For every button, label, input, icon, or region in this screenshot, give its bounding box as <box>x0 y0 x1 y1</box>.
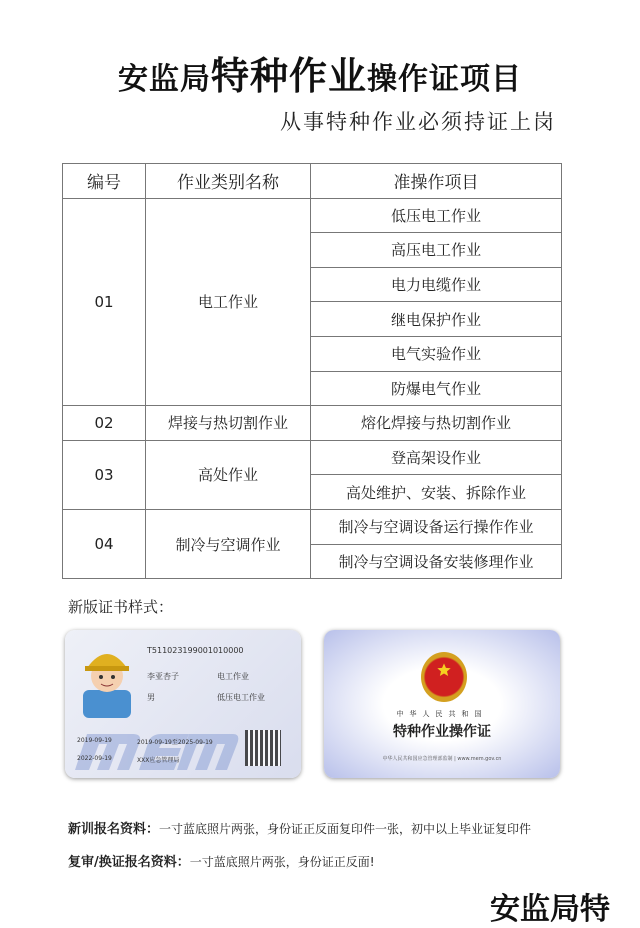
item-cell: 继电保护作业 <box>311 302 562 337</box>
cert-number: T511023199001010000 <box>147 646 244 655</box>
header-category: 作业类别名称 <box>146 164 311 199</box>
note-label: 新训报名资料： <box>68 822 160 837</box>
back-issuer: 中华人民共和国应急管理部监制 | www.mem.gov.cn <box>382 756 502 762</box>
note-label: 复审/换证报名资料： <box>68 855 190 870</box>
item-cell: 高压电工作业 <box>311 233 562 268</box>
category-cell: 制冷与空调作业 <box>146 509 311 578</box>
issuer: XXX应急管理局 <box>137 757 180 764</box>
note-text: 一寸蓝底照片两张，身份证正反面复印件一张，初中以上毕业证复印件 <box>159 822 532 836</box>
number-cell: 04 <box>63 509 146 578</box>
first-issue-date: 2019-09-19 <box>77 737 112 744</box>
holder-item: 低压电工作业 <box>217 693 265 702</box>
operation-items-table <box>62 163 562 579</box>
category-cell: 电工作业 <box>146 198 311 406</box>
number-cell: 01 <box>63 198 146 406</box>
note-text: 一寸蓝底照片两张，身份证正反面! <box>189 855 375 869</box>
item-cell: 制冷与空调设备安装修理作业 <box>311 544 562 579</box>
worker-avatar-icon <box>79 644 135 718</box>
table-row <box>63 440 562 475</box>
holder-name: 李亚杏子 <box>147 672 179 681</box>
review-date: 2022-09-19 <box>77 755 112 762</box>
item-cell: 熔化焊接与热切割作业 <box>311 406 562 441</box>
number-cell: 02 <box>63 406 146 441</box>
certificate-front-image <box>65 630 301 778</box>
holder-category: 电工作业 <box>217 672 249 681</box>
renewal-note <box>68 851 375 870</box>
table-row <box>63 509 562 544</box>
back-title: 特种作业操作证 <box>393 724 491 740</box>
table-row <box>63 198 562 233</box>
title-prefix: 安监局 <box>117 62 211 97</box>
subtitle: 从事特种作业必须持证上岗 <box>280 110 556 134</box>
section-label: 新版证书样式： <box>68 598 174 616</box>
item-cell: 登高架设作业 <box>311 440 562 475</box>
title-highlight: 特种作业 <box>210 54 367 98</box>
title-suffix: 操作证项目 <box>367 62 522 97</box>
item-cell: 电气实验作业 <box>311 336 562 371</box>
qr-code-icon <box>245 730 281 766</box>
certificate-back-image <box>324 630 560 778</box>
item-cell: 低压电工作业 <box>311 198 562 233</box>
back-country: 中华人民共和国 <box>396 710 488 718</box>
page-title <box>0 45 640 100</box>
category-cell: 高处作业 <box>146 440 311 509</box>
item-cell: 防爆电气作业 <box>311 371 562 406</box>
table-row <box>63 406 562 441</box>
footer-cut-title: 安监局特 <box>490 892 610 927</box>
table-header <box>63 164 562 199</box>
item-cell: 高处维护、安装、拆除作业 <box>311 475 562 510</box>
number-cell: 03 <box>63 440 146 509</box>
category-cell: 焊接与热切割作业 <box>146 406 311 441</box>
header-items: 准操作项目 <box>311 164 562 199</box>
national-emblem-icon <box>421 652 467 702</box>
header-number: 编号 <box>63 164 146 199</box>
new-training-note <box>68 818 531 837</box>
validity-period: 2019-09-19至2025-09-19 <box>137 739 213 746</box>
item-cell: 制冷与空调设备运行操作作业 <box>311 509 562 544</box>
item-cell: 电力电缆作业 <box>311 267 562 302</box>
holder-gender: 男 <box>147 693 155 702</box>
